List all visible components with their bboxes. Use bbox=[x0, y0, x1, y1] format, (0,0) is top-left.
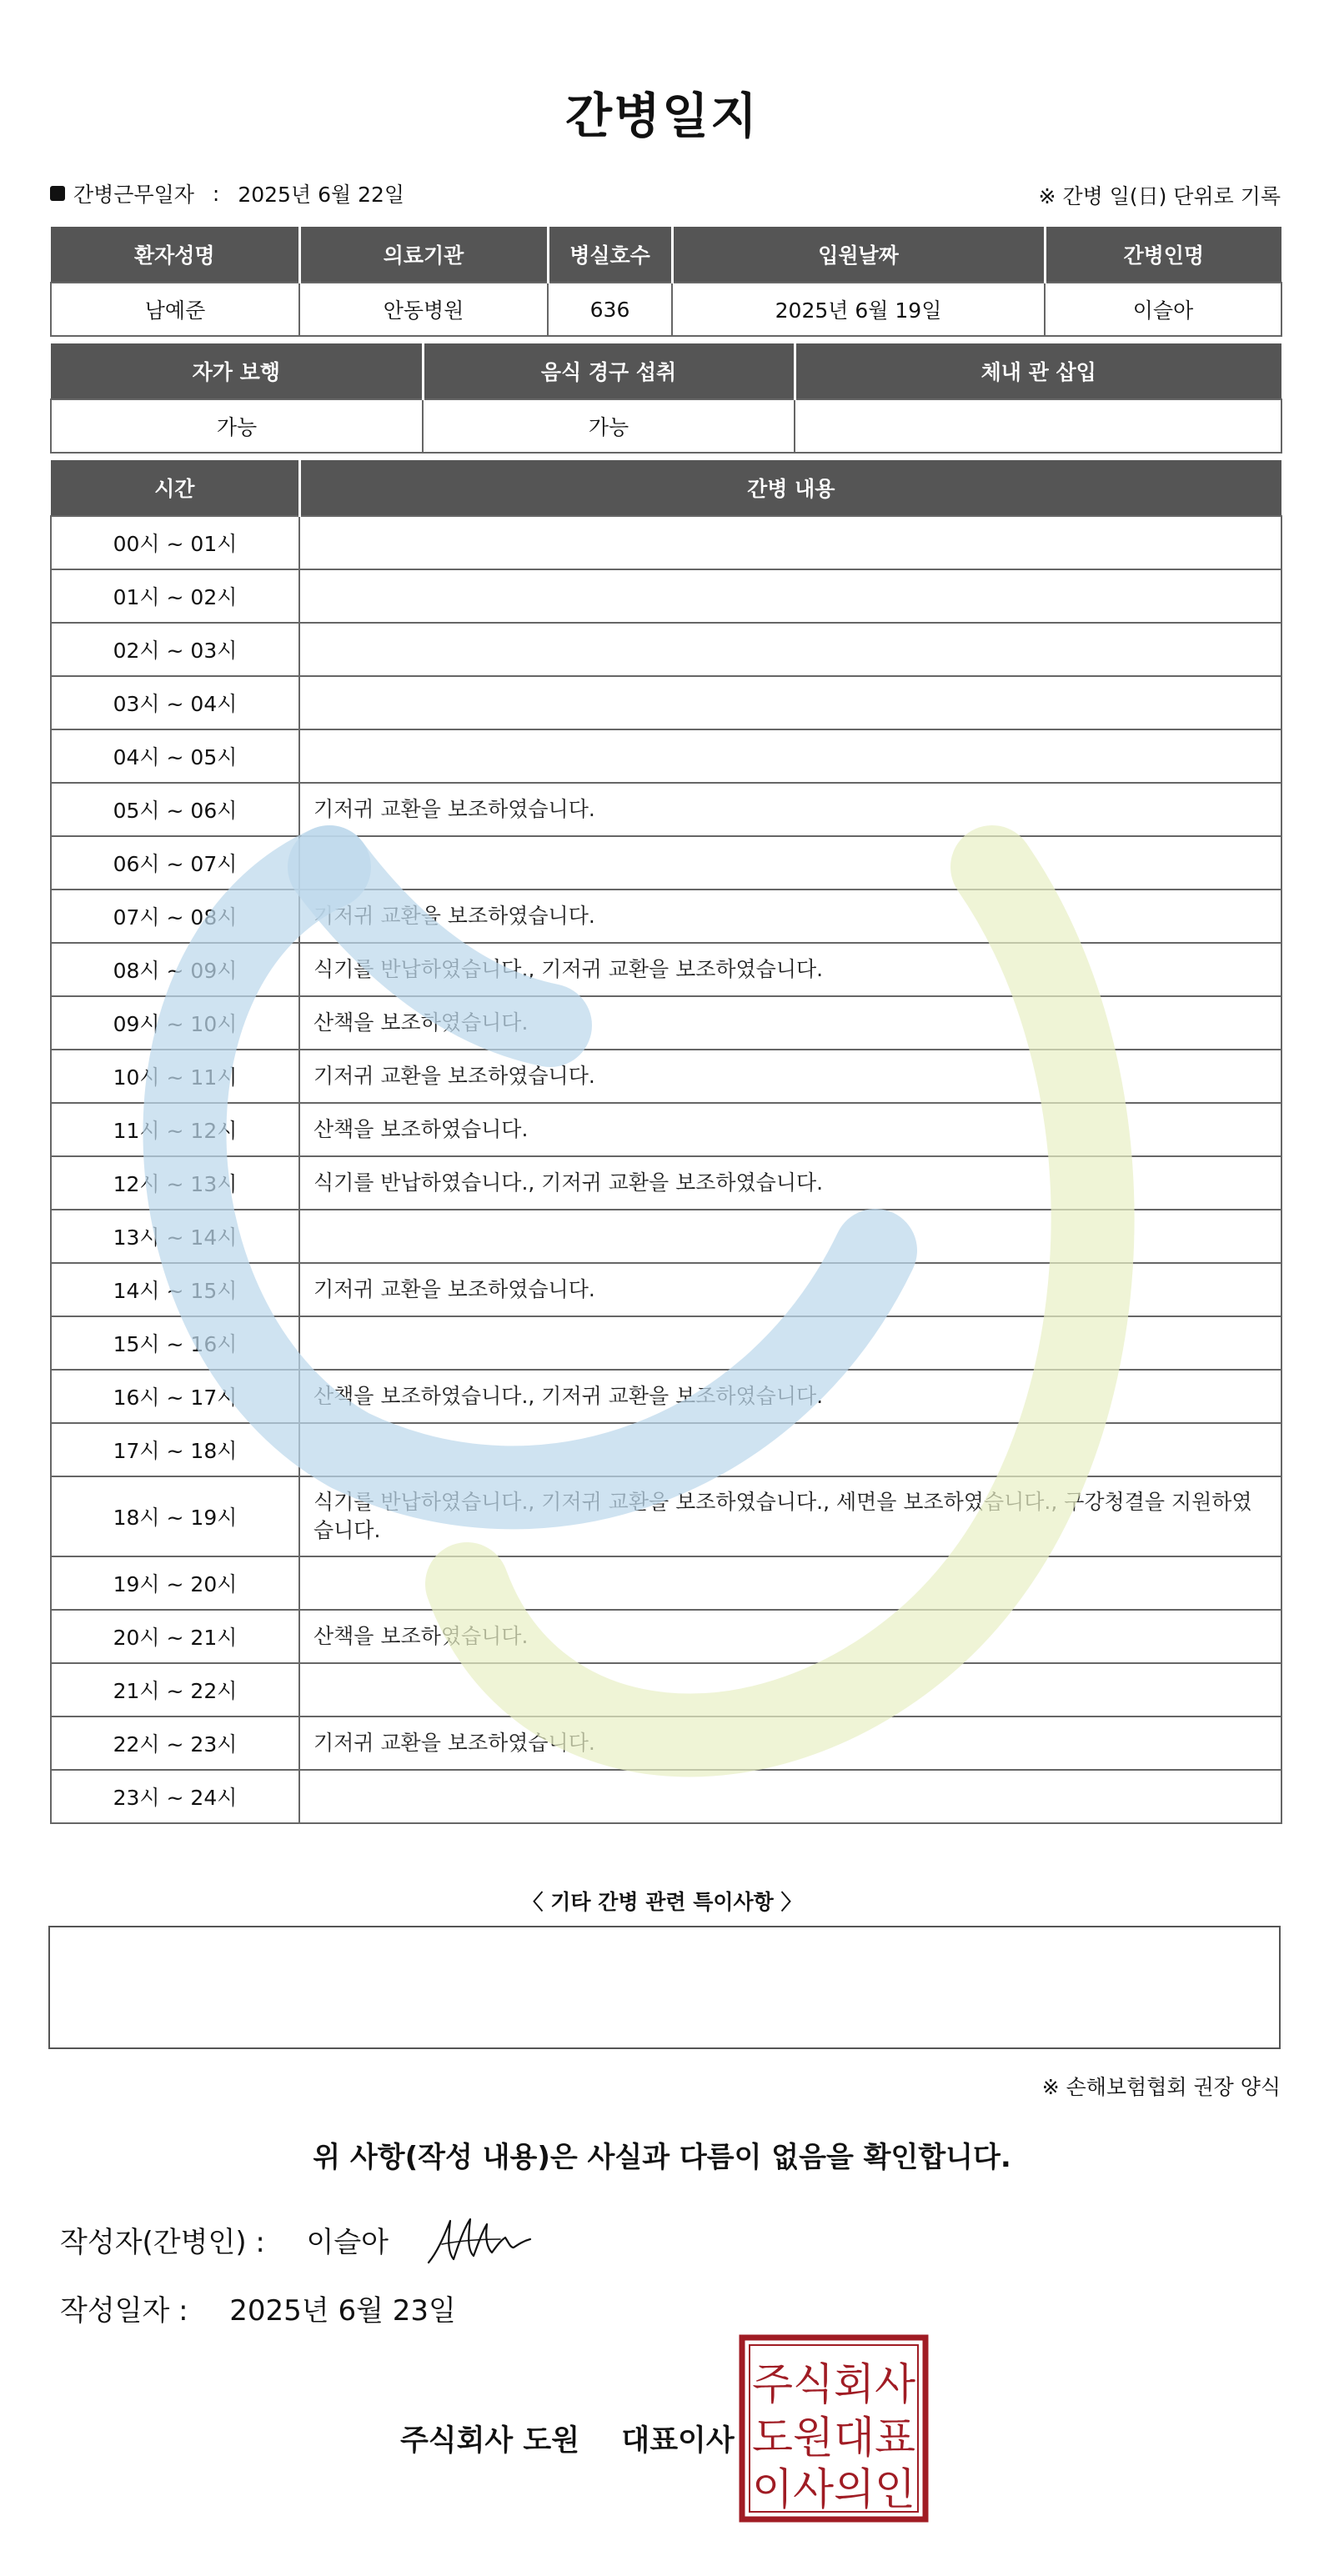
log-row bbox=[51, 1263, 1281, 1316]
log-content bbox=[299, 623, 1281, 676]
log-content: 기저귀 교환을 보조하였습니다. bbox=[299, 890, 1281, 943]
work-date-label: 간병근무일자 bbox=[73, 183, 194, 207]
work-date-value: 2025년 6월 22일 bbox=[238, 183, 405, 207]
log-row bbox=[51, 1370, 1281, 1423]
log-row bbox=[51, 623, 1281, 676]
patient-info-table bbox=[50, 227, 1282, 337]
log-content: 기저귀 교환을 보조하였습니다. bbox=[299, 1050, 1281, 1103]
notes-box bbox=[48, 1926, 1281, 2049]
log-content bbox=[299, 569, 1281, 623]
log-time: 15시 ~ 16시 bbox=[51, 1316, 299, 1370]
tube-value bbox=[795, 399, 1281, 453]
log-content: 식기를 반납하였습니다., 기저귀 교환을 보조하였습니다., 세면을 보조하였습니다., 구강청결을 지원하였습니다. bbox=[299, 1476, 1281, 1556]
log-time: 09시 ~ 10시 bbox=[51, 996, 299, 1050]
header-care-content: 간병 내용 bbox=[299, 460, 1281, 516]
log-time: 12시 ~ 13시 bbox=[51, 1156, 299, 1210]
log-row bbox=[51, 1610, 1281, 1663]
log-time: 22시 ~ 23시 bbox=[51, 1716, 299, 1770]
log-content bbox=[299, 676, 1281, 729]
admission-date: 2025년 6월 19일 bbox=[672, 283, 1045, 336]
log-row bbox=[51, 1716, 1281, 1770]
log-row bbox=[51, 1423, 1281, 1476]
hourly-log-table bbox=[50, 460, 1282, 1824]
company-seal-stamp bbox=[739, 2334, 929, 2523]
written-date-label: 작성일자 : bbox=[60, 2294, 188, 2328]
log-row bbox=[51, 1770, 1281, 1823]
log-content bbox=[299, 1663, 1281, 1716]
log-time: 02시 ~ 03시 bbox=[51, 623, 299, 676]
header-walking: 자가 보행 bbox=[51, 343, 423, 399]
company-line bbox=[400, 2418, 735, 2459]
log-row bbox=[51, 1663, 1281, 1716]
log-time: 18시 ~ 19시 bbox=[51, 1476, 299, 1556]
log-time: 17시 ~ 18시 bbox=[51, 1423, 299, 1476]
log-content: 기저귀 교환을 보조하였습니다. bbox=[299, 1716, 1281, 1770]
svg-text:이사의인: 이사의인 bbox=[752, 2465, 915, 2515]
log-row bbox=[51, 1103, 1281, 1156]
notes-title: 〈 기타 간병 관련 특이사항 〉 bbox=[522, 1890, 802, 1914]
log-row bbox=[51, 1210, 1281, 1263]
log-row bbox=[51, 1156, 1281, 1210]
log-time: 19시 ~ 20시 bbox=[51, 1556, 299, 1610]
log-time: 16시 ~ 17시 bbox=[51, 1370, 299, 1423]
log-time: 10시 ~ 11시 bbox=[51, 1050, 299, 1103]
document-title: 간병일지 bbox=[564, 88, 760, 144]
log-row bbox=[51, 569, 1281, 623]
log-time: 06시 ~ 07시 bbox=[51, 836, 299, 890]
log-row bbox=[51, 729, 1281, 783]
log-time: 14시 ~ 15시 bbox=[51, 1263, 299, 1316]
log-row bbox=[51, 676, 1281, 729]
log-time: 20시 ~ 21시 bbox=[51, 1610, 299, 1663]
svg-text:주식회사: 주식회사 bbox=[752, 2360, 915, 2410]
writer-line bbox=[60, 2219, 389, 2260]
writer-label: 작성자(간병인) : bbox=[60, 2226, 265, 2259]
log-content: 식기를 반납하였습니다., 기저귀 교환을 보조하였습니다. bbox=[299, 943, 1281, 996]
log-content: 식기를 반납하였습니다., 기저귀 교환을 보조하였습니다. bbox=[299, 1156, 1281, 1210]
log-content: 산책을 보조하였습니다. bbox=[299, 1103, 1281, 1156]
log-row bbox=[51, 890, 1281, 943]
header-oral-intake: 음식 경구 섭취 bbox=[423, 343, 795, 399]
log-time: 07시 ~ 08시 bbox=[51, 890, 299, 943]
writer-name: 이슬아 bbox=[306, 2226, 389, 2259]
log-row bbox=[51, 516, 1281, 569]
log-time: 01시 ~ 02시 bbox=[51, 569, 299, 623]
log-content bbox=[299, 1770, 1281, 1823]
record-note: ※ 간병 일(日) 단위로 기록 bbox=[1038, 184, 1281, 208]
company-name: 주식회사 도원 bbox=[400, 2424, 580, 2458]
walking-value: 가능 bbox=[51, 399, 423, 453]
log-time: 04시 ~ 05시 bbox=[51, 729, 299, 783]
bullet-square-icon bbox=[50, 186, 65, 201]
log-time: 11시 ~ 12시 bbox=[51, 1103, 299, 1156]
log-time: 05시 ~ 06시 bbox=[51, 783, 299, 836]
header-room: 병실호수 bbox=[548, 227, 672, 283]
oral-intake-value: 가능 bbox=[423, 399, 795, 453]
header-hospital: 의료기관 bbox=[299, 227, 548, 283]
log-time: 13시 ~ 14시 bbox=[51, 1210, 299, 1263]
header-caregiver: 간병인명 bbox=[1045, 227, 1281, 283]
log-row bbox=[51, 1316, 1281, 1370]
log-content bbox=[299, 1210, 1281, 1263]
written-date-value: 2025년 6월 23일 bbox=[229, 2294, 456, 2328]
log-content bbox=[299, 1423, 1281, 1476]
log-content: 산책을 보조하였습니다. bbox=[299, 996, 1281, 1050]
log-time: 03시 ~ 04시 bbox=[51, 676, 299, 729]
log-row bbox=[51, 1476, 1281, 1556]
header-admission-date: 입원날짜 bbox=[672, 227, 1045, 283]
log-content: 산책을 보조하였습니다. bbox=[299, 1610, 1281, 1663]
log-content bbox=[299, 1316, 1281, 1370]
header-time: 시간 bbox=[51, 460, 299, 516]
written-date-line bbox=[60, 2288, 456, 2328]
ability-table bbox=[50, 343, 1282, 454]
patient-name: 남예준 bbox=[51, 283, 299, 336]
log-content: 기저귀 교환을 보조하였습니다. bbox=[299, 783, 1281, 836]
log-row bbox=[51, 996, 1281, 1050]
work-date-sep: : bbox=[212, 181, 220, 206]
log-content bbox=[299, 516, 1281, 569]
svg-text:도원대표: 도원대표 bbox=[752, 2413, 915, 2463]
signature-image bbox=[425, 2211, 534, 2271]
log-time: 21시 ~ 22시 bbox=[51, 1663, 299, 1716]
header-patient-name: 환자성명 bbox=[51, 227, 299, 283]
log-row bbox=[51, 836, 1281, 890]
log-row bbox=[51, 943, 1281, 996]
footnote: ※ 손해보험협회 권장 양식 bbox=[1041, 2075, 1281, 2099]
work-date bbox=[50, 178, 404, 208]
log-content: 산책을 보조하였습니다., 기저귀 교환을 보조하였습니다. bbox=[299, 1370, 1281, 1423]
room-number: 636 bbox=[548, 283, 672, 336]
log-content bbox=[299, 836, 1281, 890]
log-content bbox=[299, 1556, 1281, 1610]
log-content bbox=[299, 729, 1281, 783]
company-representative: 대표이사 bbox=[621, 2424, 735, 2458]
log-row bbox=[51, 1050, 1281, 1103]
log-time: 23시 ~ 24시 bbox=[51, 1770, 299, 1823]
header-tube: 체내 관 삽입 bbox=[795, 343, 1281, 399]
log-time: 08시 ~ 09시 bbox=[51, 943, 299, 996]
log-row bbox=[51, 783, 1281, 836]
log-row bbox=[51, 1556, 1281, 1610]
log-time: 00시 ~ 01시 bbox=[51, 516, 299, 569]
caregiver-name: 이슬아 bbox=[1045, 283, 1281, 336]
confirmation-statement: 위 사항(작성 내용)은 사실과 다름이 없음을 확인합니다. bbox=[313, 2141, 1011, 2174]
log-content: 기저귀 교환을 보조하였습니다. bbox=[299, 1263, 1281, 1316]
hospital-name: 안동병원 bbox=[299, 283, 548, 336]
